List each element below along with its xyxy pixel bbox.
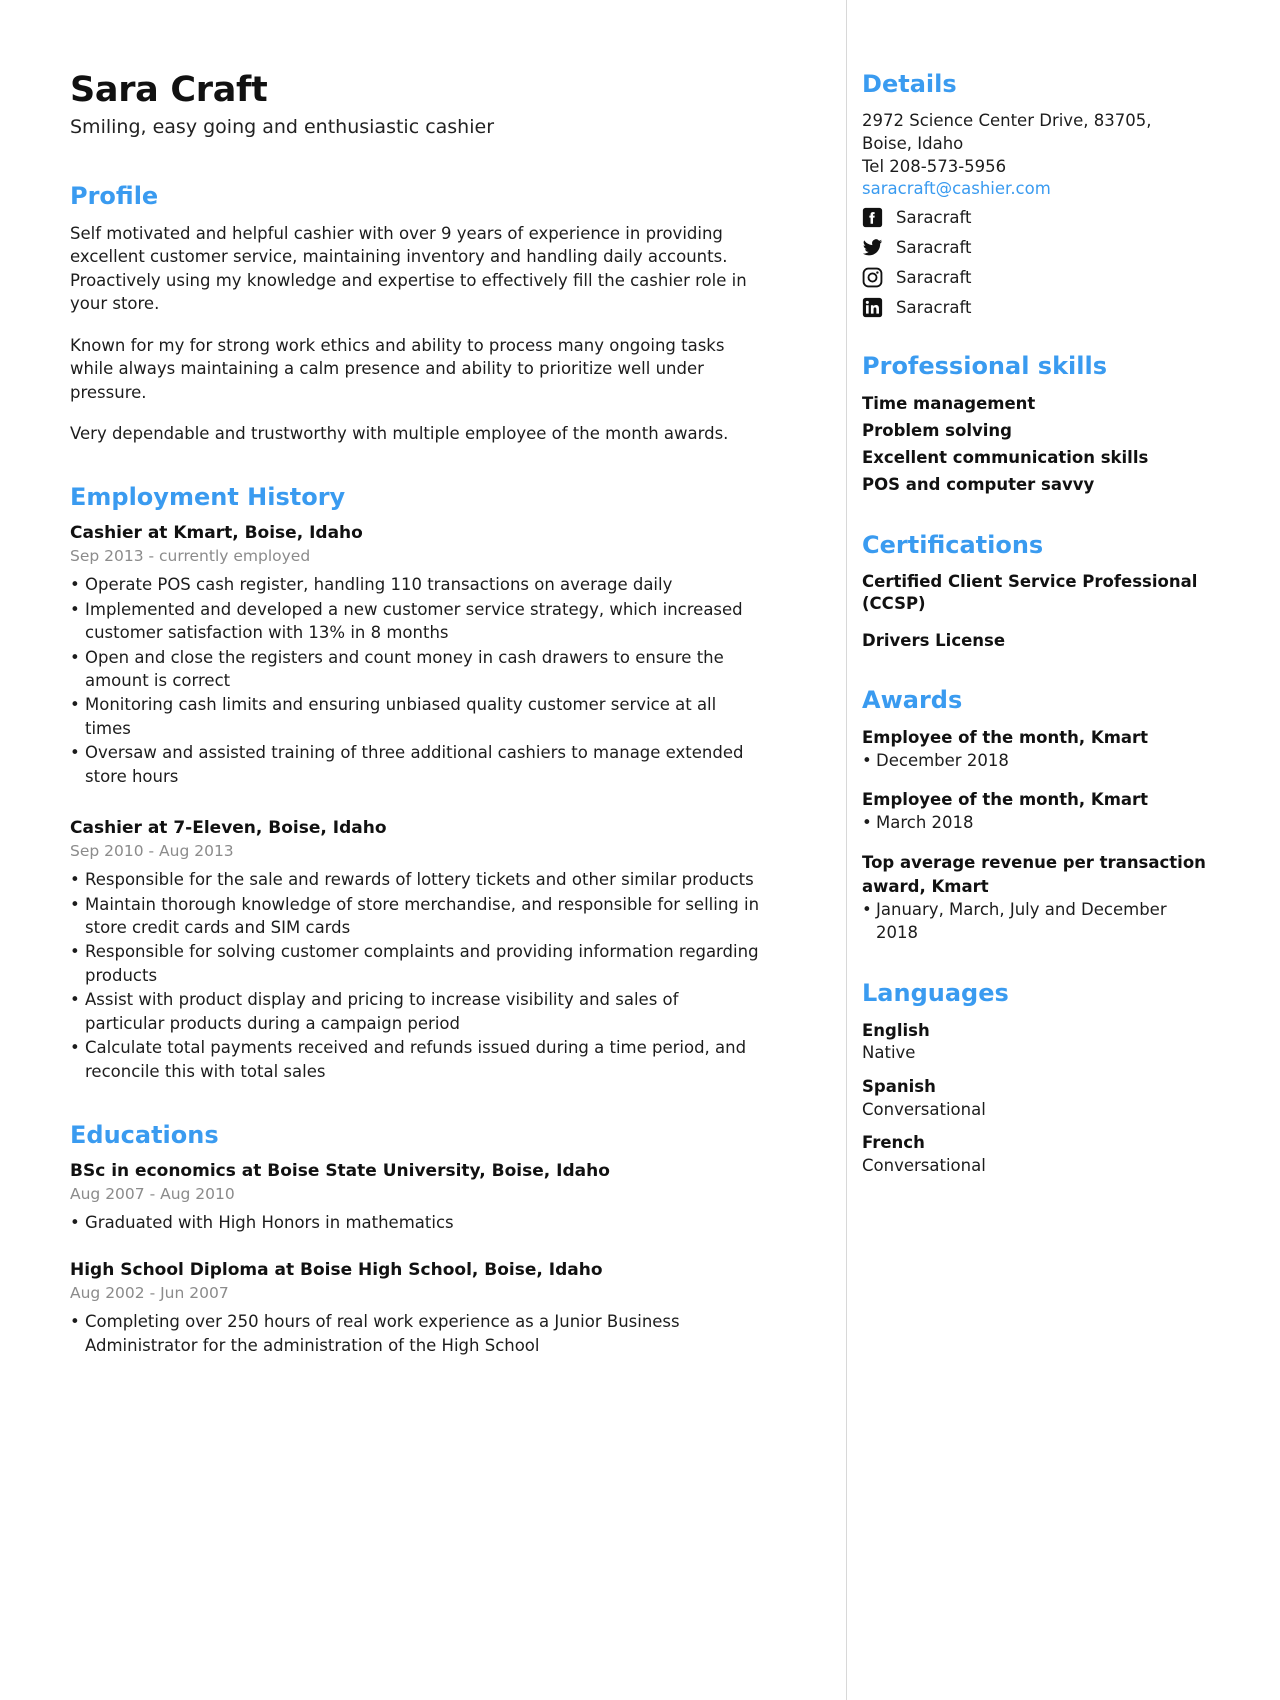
list-item: • Operate POS cash register, handling 110 transactions on average daily xyxy=(70,573,762,596)
list-item: • Implemented and developed a new customer service strategy, which increased customer satisfaction with 13% in 8 months xyxy=(70,598,762,645)
social-row-twitter[interactable] xyxy=(862,237,1210,258)
award-title: Employee of the month, Kmart xyxy=(862,727,1149,747)
award-title: Employee of the month, Kmart xyxy=(862,790,1149,810)
award-detail: • March 2018 xyxy=(862,812,1210,835)
list-item: Time management xyxy=(862,394,1036,414)
language-level: Conversational xyxy=(862,1099,986,1119)
left-column xyxy=(70,70,802,1700)
profile-paragraph: Very dependable and trustworthy with multiple employee of the month awards. xyxy=(70,423,729,443)
list-item: POS and computer savvy xyxy=(862,475,1095,495)
email-link[interactable]: saracraft@cashier.com xyxy=(862,179,1051,199)
education-title: High School Diploma at Boise High School, Boise, Idaho xyxy=(70,1260,603,1281)
language-name: French xyxy=(862,1132,925,1152)
language-level: Conversational xyxy=(862,1155,986,1175)
list-item: • Responsible for the sale and rewards of lottery tickets and other similar products xyxy=(70,868,762,891)
list-item: • Responsible for solving customer complaints and providing information regarding products xyxy=(70,940,762,987)
column-divider xyxy=(846,0,847,1700)
job-bullets xyxy=(70,868,762,1083)
social-label: Saracraft xyxy=(896,298,972,318)
twitter-icon xyxy=(862,237,883,258)
profile-paragraph: Self motivated and helpful cashier with over 9 years of experience in providing excellent customer service, maintaining inventory and handling daily accounts. Proactively using my knowledge and expertise to effectively fill the cashier role in your store. xyxy=(70,224,747,314)
linkedin-icon xyxy=(862,297,883,318)
education-entry xyxy=(70,1161,762,1234)
language-entry xyxy=(862,1075,1210,1121)
section-heading-profile: Profile xyxy=(70,182,159,210)
right-column xyxy=(834,70,1210,1700)
language-name: English xyxy=(862,1020,930,1040)
employment-entry xyxy=(70,818,762,1083)
list-item: • Oversaw and assisted training of three additional cashiers to manage extended store hours xyxy=(70,741,762,788)
instagram-icon xyxy=(862,267,883,288)
facebook-icon xyxy=(862,207,883,228)
education-entry xyxy=(70,1260,762,1357)
education-dates: Aug 2002 - Jun 2007 xyxy=(70,1284,229,1303)
certifications-section xyxy=(862,531,1210,652)
job-dates: Sep 2013 - currently employed xyxy=(70,547,311,566)
award-detail: • December 2018 xyxy=(862,750,1210,773)
social-label: Saracraft xyxy=(896,268,972,288)
list-item: Excellent communication skills xyxy=(862,448,1149,468)
job-title: Cashier at 7-Eleven, Boise, Idaho xyxy=(70,818,387,839)
section-heading-details: Details xyxy=(862,70,957,98)
languages-section xyxy=(862,979,1210,1178)
social-label: Saracraft xyxy=(896,208,972,228)
list-item: • Maintain thorough knowledge of store merchandise, and responsible for selling in store credit cards and SIM cards xyxy=(70,893,762,940)
headline-tagline: Smiling, easy going and enthusiastic cashier xyxy=(70,116,495,138)
list-item: Drivers License xyxy=(862,630,1006,650)
list-item: • Completing over 250 hours of real work experience as a Junior Business Administrator for the administration of the High School xyxy=(70,1310,762,1357)
language-entry xyxy=(862,1131,1210,1177)
list-item: Certified Client Service Professional (CCSP) xyxy=(862,571,1198,614)
page-title: Sara Craft xyxy=(70,70,268,110)
job-title: Cashier at Kmart, Boise, Idaho xyxy=(70,523,363,544)
education-bullets xyxy=(70,1211,762,1234)
details-section xyxy=(862,70,1210,318)
award-title: Top average revenue per transaction award, Kmart xyxy=(862,853,1206,897)
language-level: Native xyxy=(862,1043,916,1063)
language-name: Spanish xyxy=(862,1076,936,1096)
job-dates: Sep 2010 - Aug 2013 xyxy=(70,842,234,861)
social-row-facebook[interactable] xyxy=(862,207,1210,228)
list-item: • Calculate total payments received and refunds issued during a time period, and reconcile this with total sales xyxy=(70,1036,762,1083)
award-entry xyxy=(862,726,1210,773)
employment-entry xyxy=(70,523,762,788)
section-heading-languages: Languages xyxy=(862,978,1009,1007)
award-entry xyxy=(862,788,1210,835)
education-title: BSc in economics at Boise State University, Boise, Idaho xyxy=(70,1160,610,1181)
language-entry xyxy=(862,1019,1210,1065)
education-bullets xyxy=(70,1310,762,1357)
list-item: • Open and close the registers and count money in cash drawers to ensure the amount is correct xyxy=(70,646,762,693)
award-detail: • January, March, July and December 2018 xyxy=(862,899,1210,945)
section-heading-employment: Employment History xyxy=(70,483,346,512)
profile-paragraph: Known for my for strong work ethics and ability to process many ongoing tasks while always maintaining a calm presence and ability to prioritize well under pressure. xyxy=(70,335,725,402)
education-dates: Aug 2007 - Aug 2010 xyxy=(70,1184,235,1203)
phone-number: Tel 208-573-5956 xyxy=(862,156,1007,176)
award-entry xyxy=(862,851,1210,944)
section-heading-educations: Educations xyxy=(70,1120,219,1149)
job-bullets xyxy=(70,573,762,788)
address-line-1: 2972 Science Center Drive, 83705, xyxy=(862,111,1152,130)
list-item: • Assist with product display and pricing to increase visibility and sales of particular products during a campaign period xyxy=(70,988,762,1035)
list-item: • Monitoring cash limits and ensuring unbiased quality customer service at all times xyxy=(70,693,762,740)
awards-section xyxy=(862,686,1210,945)
social-row-linkedin[interactable] xyxy=(862,297,1210,318)
list-item: • Graduated with High Honors in mathematics xyxy=(70,1211,762,1234)
section-heading-skills: Professional skills xyxy=(862,352,1108,381)
section-heading-awards: Awards xyxy=(862,685,963,714)
social-label: Saracraft xyxy=(896,238,972,258)
social-row-instagram[interactable] xyxy=(862,267,1210,288)
list-item: Problem solving xyxy=(862,421,1012,441)
section-heading-certifications: Certifications xyxy=(862,530,1044,559)
skills-section xyxy=(862,352,1210,497)
address-line-2: Boise, Idaho xyxy=(862,133,964,153)
